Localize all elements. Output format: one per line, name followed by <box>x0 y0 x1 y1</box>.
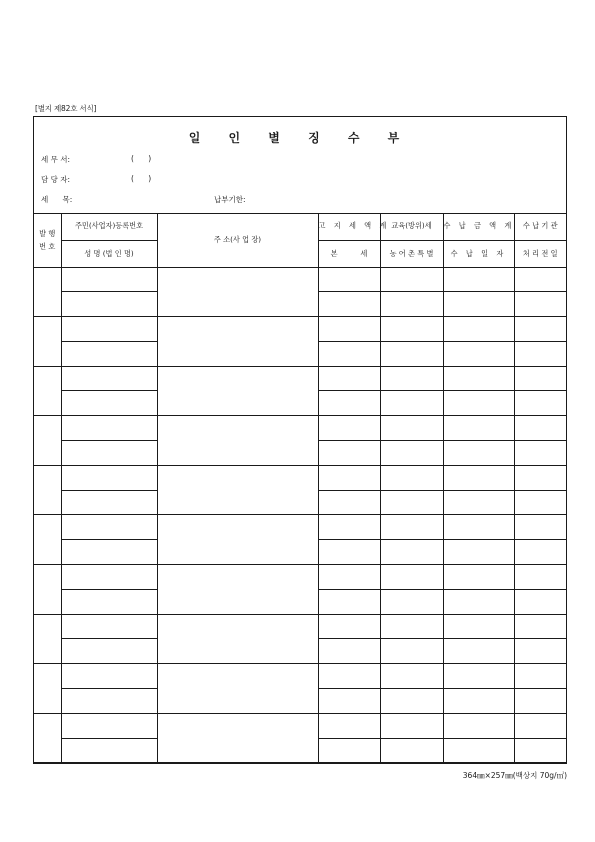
address-cell[interactable] <box>157 366 318 416</box>
paid-agency-cell[interactable] <box>514 317 566 342</box>
processed-date-cell[interactable] <box>514 391 566 416</box>
paid-date-header: 수 납 일 자 <box>443 240 514 267</box>
paid-agency-header: 수 납 기 관 <box>514 213 566 240</box>
main-tax-cell[interactable] <box>318 540 380 565</box>
rural-tax-cell[interactable] <box>380 689 443 714</box>
paid-date-cell[interactable] <box>443 292 514 317</box>
paid-agency-cell[interactable] <box>514 416 566 441</box>
edu-tax-cell[interactable] <box>380 317 443 342</box>
paid-date-cell[interactable] <box>443 738 514 763</box>
reg-no-cell[interactable] <box>61 267 157 292</box>
issue-no-cell[interactable] <box>34 664 61 714</box>
main-tax-cell[interactable] <box>318 639 380 664</box>
notice-total-cell[interactable] <box>318 614 380 639</box>
edu-tax-cell[interactable] <box>380 366 443 391</box>
edu-tax-cell[interactable] <box>380 713 443 738</box>
rural-tax-cell[interactable] <box>380 341 443 366</box>
paid-agency-cell[interactable] <box>514 565 566 590</box>
rural-tax-cell[interactable] <box>380 292 443 317</box>
paid-date-cell[interactable] <box>443 441 514 466</box>
paid-agency-cell[interactable] <box>514 614 566 639</box>
name-cell[interactable] <box>61 292 157 317</box>
paid-agency-cell[interactable] <box>514 664 566 689</box>
main-tax-cell[interactable] <box>318 490 380 515</box>
reg-no-cell[interactable] <box>61 565 157 590</box>
tax-office-line <box>41 154 152 165</box>
record-row <box>34 515 566 540</box>
issue-no-header: 발 행 번 호 <box>34 213 61 267</box>
edu-tax-cell[interactable] <box>380 267 443 292</box>
issue-no-cell[interactable] <box>34 416 61 466</box>
notice-total-cell[interactable] <box>318 465 380 490</box>
address-cell[interactable] <box>157 664 318 714</box>
paid-total-cell[interactable] <box>443 664 514 689</box>
record-row <box>34 317 566 342</box>
paid-date-cell[interactable] <box>443 490 514 515</box>
notice-total-cell[interactable] <box>318 515 380 540</box>
rural-tax-cell[interactable] <box>380 490 443 515</box>
rural-tax-cell[interactable] <box>380 589 443 614</box>
address-cell[interactable] <box>157 614 318 664</box>
main-tax-cell[interactable] <box>318 589 380 614</box>
name-header: 성 명 (법 인 명) <box>61 240 157 267</box>
processed-date-cell[interactable] <box>514 292 566 317</box>
notice-total-cell[interactable] <box>318 317 380 342</box>
processed-date-cell[interactable] <box>514 490 566 515</box>
reg-no-cell[interactable] <box>61 664 157 689</box>
processed-date-cell[interactable] <box>514 341 566 366</box>
record-row <box>34 465 566 490</box>
issue-no-cell[interactable] <box>34 317 61 367</box>
address-cell[interactable] <box>157 317 318 367</box>
rural-tax-cell[interactable] <box>380 540 443 565</box>
name-cell[interactable] <box>61 540 157 565</box>
reg-no-cell[interactable] <box>61 713 157 738</box>
name-cell[interactable] <box>61 441 157 466</box>
reg-no-cell[interactable] <box>61 614 157 639</box>
tax-office-label: 세 무 서: <box>41 155 71 164</box>
rural-tax-header: 농 어 촌 특 별 <box>380 240 443 267</box>
paid-total-cell[interactable] <box>443 317 514 342</box>
tax-office-paren: ( ) <box>131 154 152 163</box>
edu-tax-cell[interactable] <box>380 565 443 590</box>
issue-no-cell[interactable] <box>34 614 61 664</box>
address-cell[interactable] <box>157 565 318 615</box>
processed-date-cell[interactable] <box>514 639 566 664</box>
tax-item-label: 세 목: <box>41 195 73 204</box>
reg-no-cell[interactable] <box>61 366 157 391</box>
record-row <box>34 614 566 639</box>
edu-tax-cell[interactable] <box>380 416 443 441</box>
notice-total-cell[interactable] <box>318 366 380 391</box>
main-tax-cell[interactable] <box>318 441 380 466</box>
form-title: 일 인 별 징 수 부 <box>188 131 412 145</box>
name-cell[interactable] <box>61 391 157 416</box>
record-row <box>34 416 566 441</box>
officer-label: 담 당 자: <box>41 175 71 184</box>
address-header: 주 소(사 업 장) <box>157 213 318 267</box>
reg-no-cell[interactable] <box>61 317 157 342</box>
edu-tax-cell[interactable] <box>380 614 443 639</box>
address-cell[interactable] <box>157 713 318 763</box>
record-row <box>34 664 566 689</box>
collection-ledger-form <box>33 116 567 764</box>
officer-paren: ( ) <box>131 174 152 183</box>
paid-date-cell[interactable] <box>443 589 514 614</box>
paid-total-cell[interactable] <box>443 416 514 441</box>
reg-no-header: 주민(사업자)등록번호 <box>61 213 157 240</box>
processed-date-cell[interactable] <box>514 689 566 714</box>
paid-agency-cell[interactable] <box>514 366 566 391</box>
ledger-table <box>34 213 566 763</box>
main-tax-cell[interactable] <box>318 292 380 317</box>
paid-total-header: 수 납 금 액 계 <box>443 213 514 240</box>
paper-size-note: 364㎜×257㎜(백상지 70g/㎡) <box>462 771 567 780</box>
paid-agency-cell[interactable] <box>514 465 566 490</box>
issue-no-cell[interactable] <box>34 267 61 317</box>
rural-tax-cell[interactable] <box>380 441 443 466</box>
record-row <box>34 267 566 292</box>
issue-no-cell[interactable] <box>34 515 61 565</box>
due-date-label: 납부기한: <box>214 195 246 204</box>
main-tax-cell[interactable] <box>318 738 380 763</box>
paid-date-cell[interactable] <box>443 540 514 565</box>
name-cell[interactable] <box>61 341 157 366</box>
address-cell[interactable] <box>157 465 318 515</box>
paid-date-cell[interactable] <box>443 639 514 664</box>
reg-no-cell[interactable] <box>61 465 157 490</box>
paid-agency-cell[interactable] <box>514 713 566 738</box>
main-tax-cell[interactable] <box>318 689 380 714</box>
issue-no-cell[interactable] <box>34 366 61 416</box>
paid-total-cell[interactable] <box>443 366 514 391</box>
paid-date-cell[interactable] <box>443 391 514 416</box>
paid-date-cell[interactable] <box>443 689 514 714</box>
name-cell[interactable] <box>61 490 157 515</box>
edu-tax-cell[interactable] <box>380 465 443 490</box>
processed-date-cell[interactable] <box>514 589 566 614</box>
processed-date-cell[interactable] <box>514 540 566 565</box>
name-cell[interactable] <box>61 589 157 614</box>
rural-tax-cell[interactable] <box>380 391 443 416</box>
name-cell[interactable] <box>61 639 157 664</box>
notice-total-header: 고 지 세 액 계 <box>318 213 380 240</box>
issue-no-cell[interactable] <box>34 465 61 515</box>
main-tax-header: 본 세 <box>318 240 380 267</box>
record-row <box>34 713 566 738</box>
address-cell[interactable] <box>157 515 318 565</box>
name-cell[interactable] <box>61 738 157 763</box>
processed-date-cell[interactable] <box>514 738 566 763</box>
paid-total-cell[interactable] <box>443 515 514 540</box>
edu-tax-header: 교육(방위)세 <box>380 213 443 240</box>
notice-total-cell[interactable] <box>318 565 380 590</box>
notice-total-cell[interactable] <box>318 713 380 738</box>
form-number-label: [별지 제82호 서식] <box>35 104 97 113</box>
processed-date-header: 처 리 전 일 <box>514 240 566 267</box>
address-cell[interactable] <box>157 267 318 317</box>
paid-total-cell[interactable] <box>443 465 514 490</box>
reg-no-cell[interactable] <box>61 515 157 540</box>
notice-total-cell[interactable] <box>318 267 380 292</box>
paid-total-cell[interactable] <box>443 713 514 738</box>
paid-total-cell[interactable] <box>443 614 514 639</box>
address-cell[interactable] <box>157 416 318 466</box>
paid-date-cell[interactable] <box>443 341 514 366</box>
edu-tax-cell[interactable] <box>380 515 443 540</box>
record-row <box>34 366 566 391</box>
notice-total-cell[interactable] <box>318 664 380 689</box>
name-cell[interactable] <box>61 689 157 714</box>
issue-no-cell[interactable] <box>34 565 61 615</box>
notice-total-cell[interactable] <box>318 416 380 441</box>
paid-agency-cell[interactable] <box>514 267 566 292</box>
rural-tax-cell[interactable] <box>380 738 443 763</box>
main-tax-cell[interactable] <box>318 391 380 416</box>
paid-total-cell[interactable] <box>443 565 514 590</box>
record-row <box>34 565 566 590</box>
rural-tax-cell[interactable] <box>380 639 443 664</box>
paid-total-cell[interactable] <box>443 267 514 292</box>
paid-agency-cell[interactable] <box>514 515 566 540</box>
main-tax-cell[interactable] <box>318 341 380 366</box>
issue-no-cell[interactable] <box>34 713 61 763</box>
processed-date-cell[interactable] <box>514 441 566 466</box>
header-row-1 <box>34 213 566 240</box>
officer-line <box>41 174 152 185</box>
reg-no-cell[interactable] <box>61 416 157 441</box>
edu-tax-cell[interactable] <box>380 664 443 689</box>
